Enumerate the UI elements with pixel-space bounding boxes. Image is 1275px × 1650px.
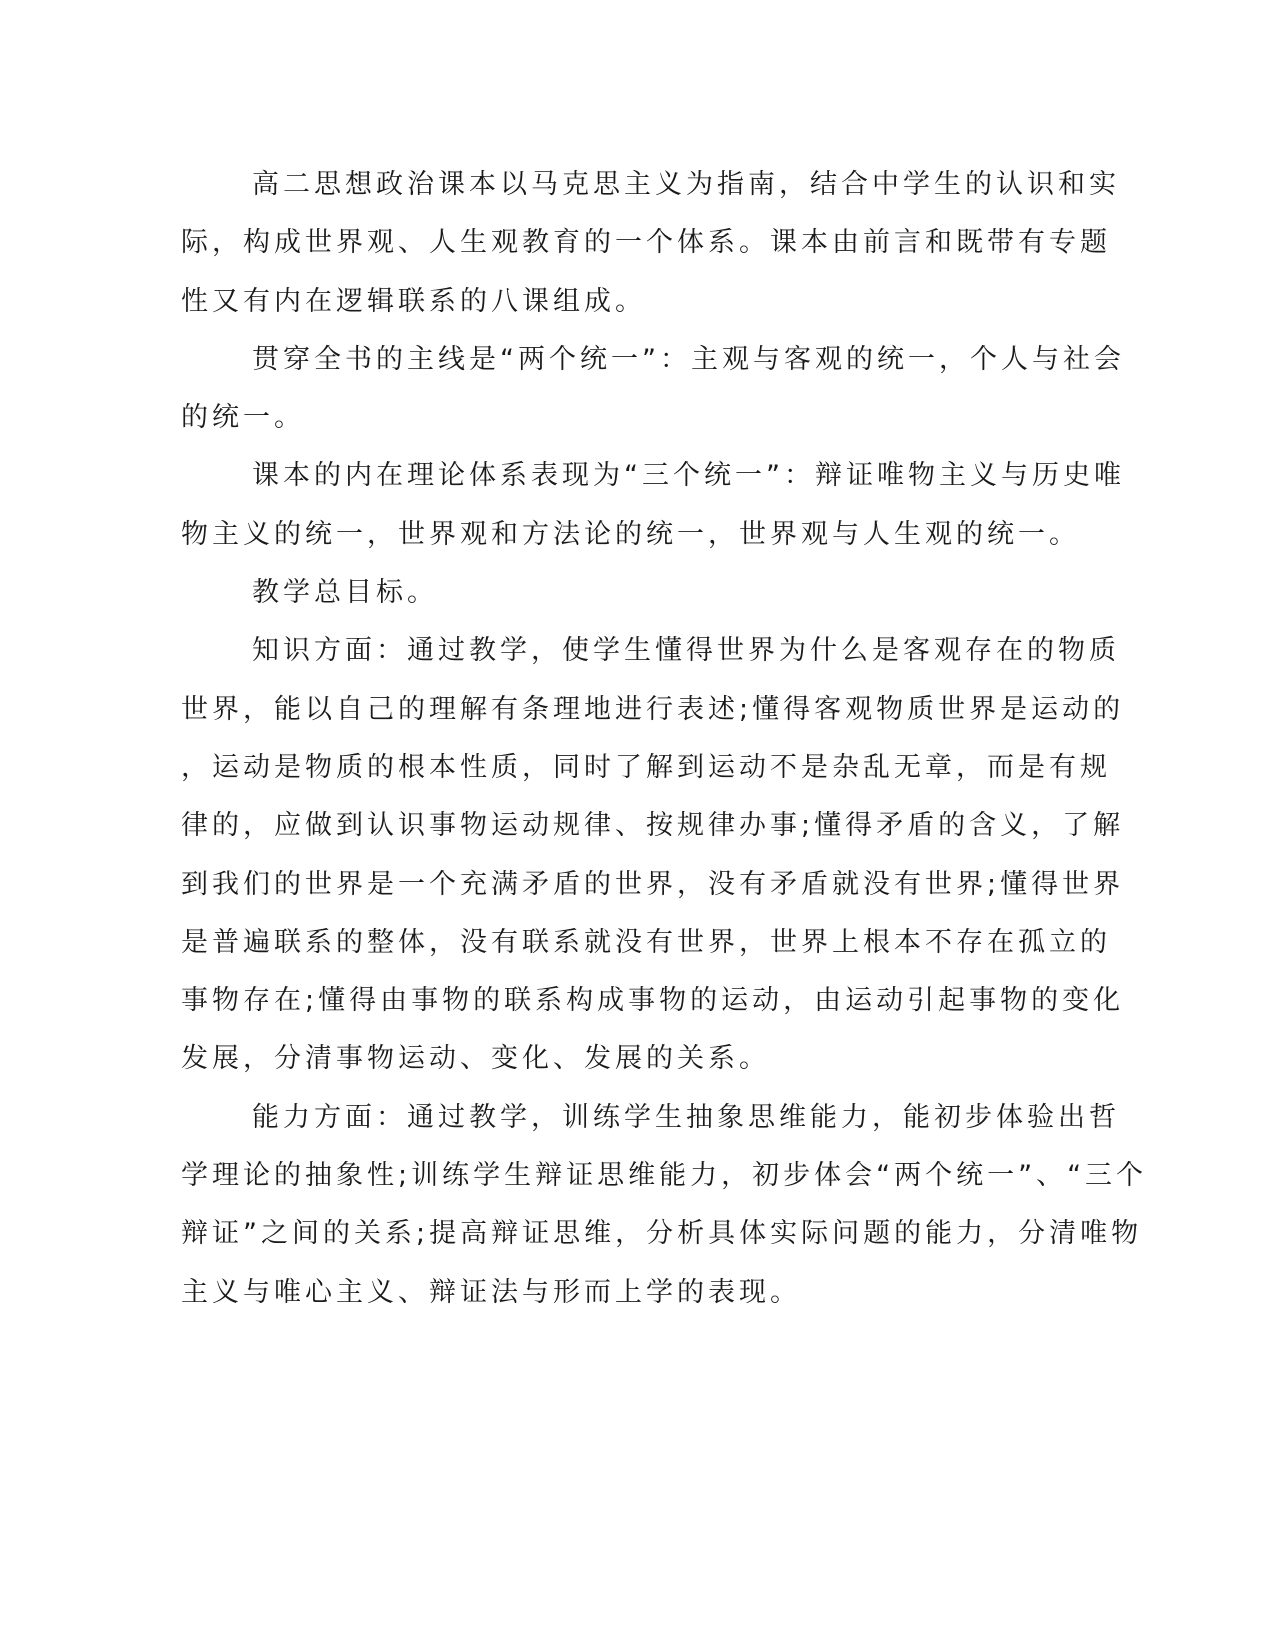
text-line: 律的，应做到认识事物运动规律、按规律办事;懂得矛盾的含义，了解 xyxy=(181,810,1125,842)
text-line: 到我们的世界是一个充满矛盾的世界，没有矛盾就没有世界;懂得世界 xyxy=(181,868,1125,900)
text-line: 的统一。 xyxy=(181,402,305,434)
text-line: 学理论的抽象性;训练学生辩证思维能力，初步体会“两个统一”、“三个 xyxy=(181,1160,1148,1192)
text-line: 主义与唯心主义、辩证法与形而上学的表现。 xyxy=(181,1276,801,1308)
text-line: 发展，分清事物运动、变化、发展的关系。 xyxy=(181,1043,770,1075)
text-line: 际，构成世界观、人生观教育的一个体系。课本由前言和既带有专题 xyxy=(181,227,1111,259)
text-line: 物主义的统一，世界观和方法论的统一，世界观与人生观的统一。 xyxy=(181,518,1080,550)
text-line: 事物存在;懂得由事物的联系构成事物的运动，由运动引起事物的变化 xyxy=(181,985,1125,1017)
text-line: ，运动是物质的根本性质，同时了解到运动不是杂乱无章，而是有规 xyxy=(181,751,1111,783)
text-line: 辩证”之间的关系;提高辩证思维，分析具体实际问题的能力，分清唯物 xyxy=(181,1218,1143,1250)
document-body xyxy=(181,156,1148,1322)
text-line: 课本的内在理论体系表现为“三个统一”：辩证唯物主义与历史唯 xyxy=(252,460,1125,492)
text-line: 世界，能以自己的理解有条理地进行表述;懂得客观物质世界是运动的 xyxy=(181,693,1125,725)
text-line: 高二思想政治课本以马克思主义为指南，结合中学生的认识和实 xyxy=(252,169,1120,200)
text-line: 知识方面：通过教学，使学生懂得世界为什么是客观存在的物质 xyxy=(252,635,1120,667)
text-line: 是普遍联系的整体，没有联系就没有世界，世界上根本不存在孤立的 xyxy=(181,926,1111,958)
text-line: 贯穿全书的主线是“两个统一”：主观与客观的统一，个人与社会 xyxy=(252,343,1125,375)
text-line: 能力方面：通过教学，训练学生抽象思维能力，能初步体验出哲 xyxy=(252,1101,1120,1133)
text-line: 教学总目标。 xyxy=(252,577,438,609)
text-line: 性又有内在逻辑联系的八课组成。 xyxy=(181,285,646,317)
